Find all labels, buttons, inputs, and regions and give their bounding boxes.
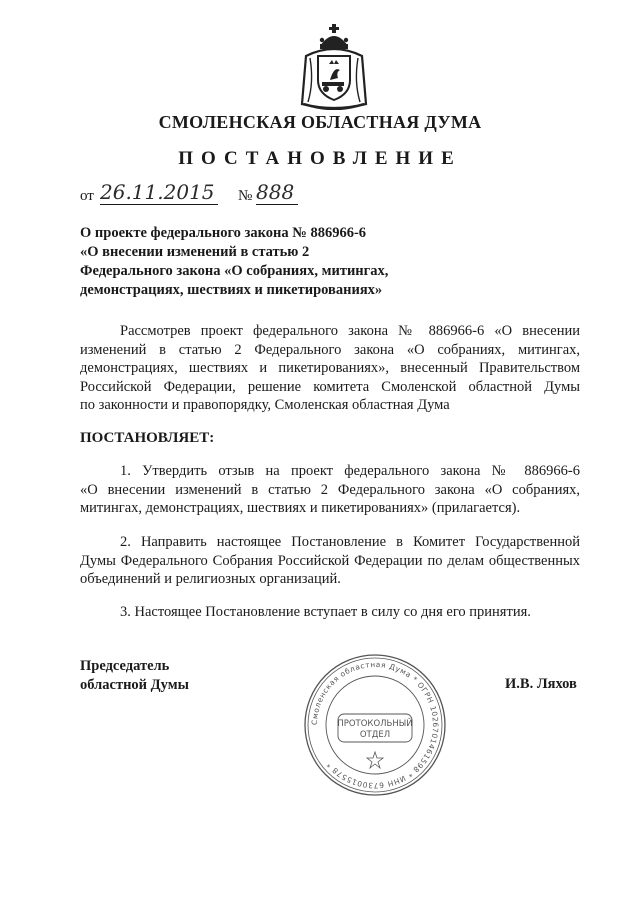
decree-item-2 <box>80 533 580 589</box>
item-line: объединений и религиозных организаций. <box>80 571 341 587</box>
seal-inner-line1: ПРОТОКОЛЬНЫЙ <box>337 719 413 729</box>
decree-heading: ПОСТАНОВЛЯЕТ: <box>80 430 215 446</box>
position-line: областной Думы <box>80 677 189 693</box>
subject-line: «О внесении изменений в статью 2 <box>80 244 310 260</box>
subject-heading <box>80 224 500 300</box>
item-line: митингах, демонстрациях, шествиях и пикетированиях» (прилагается). <box>80 500 521 516</box>
preamble-line: демонстрациях, шествиях и пикетированиях», внесенный Правительством <box>80 360 580 376</box>
document-date: 26.11.2015 <box>100 180 218 205</box>
subject-line: О проекте федерального закона № 886966-6 <box>80 225 367 241</box>
preamble-line: Рассмотрев проект федерального закона № 886966-6 «О внесении <box>120 323 580 339</box>
date-from-label: от <box>80 188 94 204</box>
number-label: № <box>238 188 253 204</box>
seal-inner-line2: ОТДЕЛ <box>359 730 391 740</box>
document-type-title: ПОСТАНОВЛЕНИЕ <box>178 148 462 169</box>
preamble-line: Российской Федерации, решение комитета Смоленской областной Думы <box>80 378 580 395</box>
item-line: «О внесении изменений в статью 2 Федерального закона «О собраниях, <box>80 481 580 498</box>
organization-title: СМОЛЕНСКАЯ ОБЛАСТНАЯ ДУМА <box>158 112 482 132</box>
seal-star-icon <box>367 752 383 768</box>
subject-line: Федерального закона «О собраниях, митингах, <box>80 263 389 279</box>
item-line: Думы Федерального Собрания Российской Федерации по делам общественных <box>80 552 580 569</box>
seal-ring-text: Смоленская областная Дума * ОГРН 1026701461598 * ИНН 6730015578 * <box>309 659 441 791</box>
item-line: 2. Направить настоящее Постановление в Комитет Государственной <box>120 534 580 550</box>
item-line: 1. Утвердить отзыв на проект федерального закона № 886966-6 <box>120 463 580 479</box>
preamble-line: изменений в статью 2 Федерального закона «О собраниях, митингах, <box>80 341 580 358</box>
item-line: 3. Настоящее Постановление вступает в силу со дня его принятия. <box>120 604 531 620</box>
preamble-paragraph <box>80 322 580 415</box>
preamble-line: по законности и правопорядку, Смоленская областная Дума <box>80 397 450 413</box>
coat-of-arms-emblem <box>296 22 372 110</box>
official-seal <box>302 652 448 798</box>
position-line: Председатель <box>80 658 170 674</box>
decree-item-3 <box>80 603 580 622</box>
signatory-position <box>80 657 189 695</box>
decree-item-1 <box>80 462 580 518</box>
signatory-name: И.В. Ляхов <box>505 676 577 692</box>
document-number: 888 <box>256 180 298 205</box>
subject-line: демонстрациях, шествиях и пикетированиях» <box>80 282 383 298</box>
